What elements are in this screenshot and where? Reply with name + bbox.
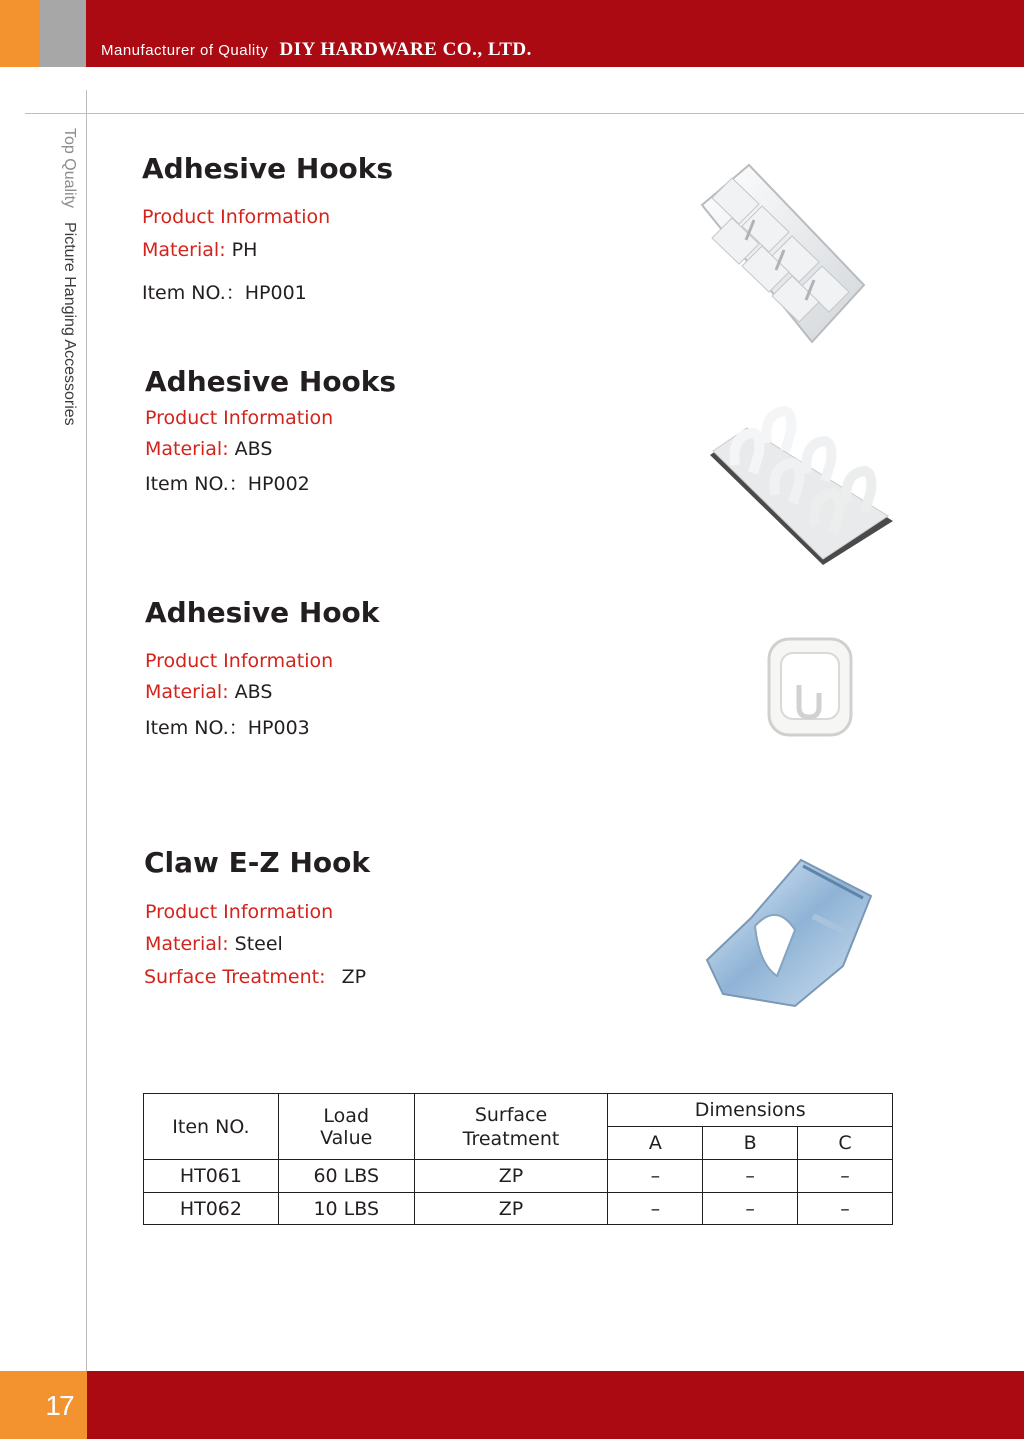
product-title: Adhesive Hooks [142,152,394,185]
material-value: ABS [234,681,273,703]
product-title: Claw E-Z Hook [144,846,370,879]
product-info-label: Product Information [145,650,334,672]
cell-surface: ZP [414,1160,608,1193]
product-item-no [145,473,396,496]
claw-hook-photo [703,856,875,1016]
product-item-no [142,282,393,305]
footer-bar [0,1371,1024,1439]
adhesive-hooks-tray-photo [705,403,895,568]
header-load-line2: Value [320,1126,373,1149]
header-dim-b: B [703,1127,798,1160]
table-row [144,1160,893,1193]
header-surface-line2: Treatment [462,1127,560,1150]
cell-dim-c: – [798,1160,893,1193]
material-value: PH [231,239,258,261]
item-value: HP001 [244,282,307,304]
product-title: Adhesive Hook [145,596,380,629]
material-label: Material: [142,239,226,261]
material-label: Material: [145,438,229,460]
product-info-label: Product Information [145,901,334,923]
header-dimensions: Dimensions [608,1094,893,1127]
header-item-no: Iten NO. [144,1094,279,1160]
product-material [142,239,393,262]
material-value: ABS [234,438,273,460]
cell-item: HT061 [144,1160,279,1193]
cell-load: 10 LBS [278,1193,414,1225]
header-surface-line1: Surface [474,1103,548,1126]
adhesive-hooks-sheet-photo [694,160,869,345]
item-value: HP003 [247,717,310,739]
product-material [144,933,370,956]
product-hp002 [145,365,396,496]
cell-dim-b: – [703,1160,798,1193]
product-hp001 [142,152,393,305]
cell-dim-a: – [608,1160,703,1193]
product-title: Adhesive Hooks [145,365,397,398]
page-number: 17 [45,1390,73,1421]
item-label: Item NO.： [142,282,245,304]
header-orange-block [0,0,40,67]
product-info-label: Product Information [142,206,331,228]
header-load-value [278,1094,414,1160]
side-category-label: Picture Hanging Accessories [61,222,78,426]
product-item-no [145,717,379,740]
header-dim-c: C [798,1127,893,1160]
surface-label: Surface Treatment: [144,966,326,988]
cell-load: 60 LBS [278,1160,414,1193]
header-tagline: Manufacturer of Quality [101,42,269,59]
material-value: Steel [234,933,283,955]
cell-dim-c: – [798,1193,893,1225]
item-label: Item NO.： [145,473,248,495]
material-label: Material: [145,933,229,955]
material-label: Material: [145,681,229,703]
item-value: HP002 [247,473,310,495]
side-label [58,128,78,528]
surface-value: ZP [341,966,367,988]
header-dim-a: A [608,1127,703,1160]
horizontal-rule [25,113,1024,114]
table-header-row [144,1094,893,1127]
side-quality-label: Top Quality [61,128,78,209]
cell-dim-a: – [608,1193,703,1225]
table-row [144,1193,893,1225]
single-adhesive-hook-photo [765,635,855,740]
header-load-line1: Load [323,1104,370,1127]
product-surface [144,966,370,989]
cell-item: HT062 [144,1193,279,1225]
header-surface-treatment [414,1094,608,1160]
cell-surface: ZP [414,1193,608,1225]
company-name: DIY HARDWARE CO., LTD. [279,39,532,60]
product-claw-ez-hook [144,846,370,989]
item-label: Item NO.： [145,717,248,739]
product-material [145,438,396,461]
product-material [145,681,379,704]
product-info-label: Product Information [145,407,334,429]
header-grey-block [40,0,86,67]
product-hp003 [145,596,379,740]
cell-dim-b: – [703,1193,798,1225]
header-title [101,38,532,63]
spec-table [143,1093,893,1225]
vertical-rule [86,90,87,1372]
